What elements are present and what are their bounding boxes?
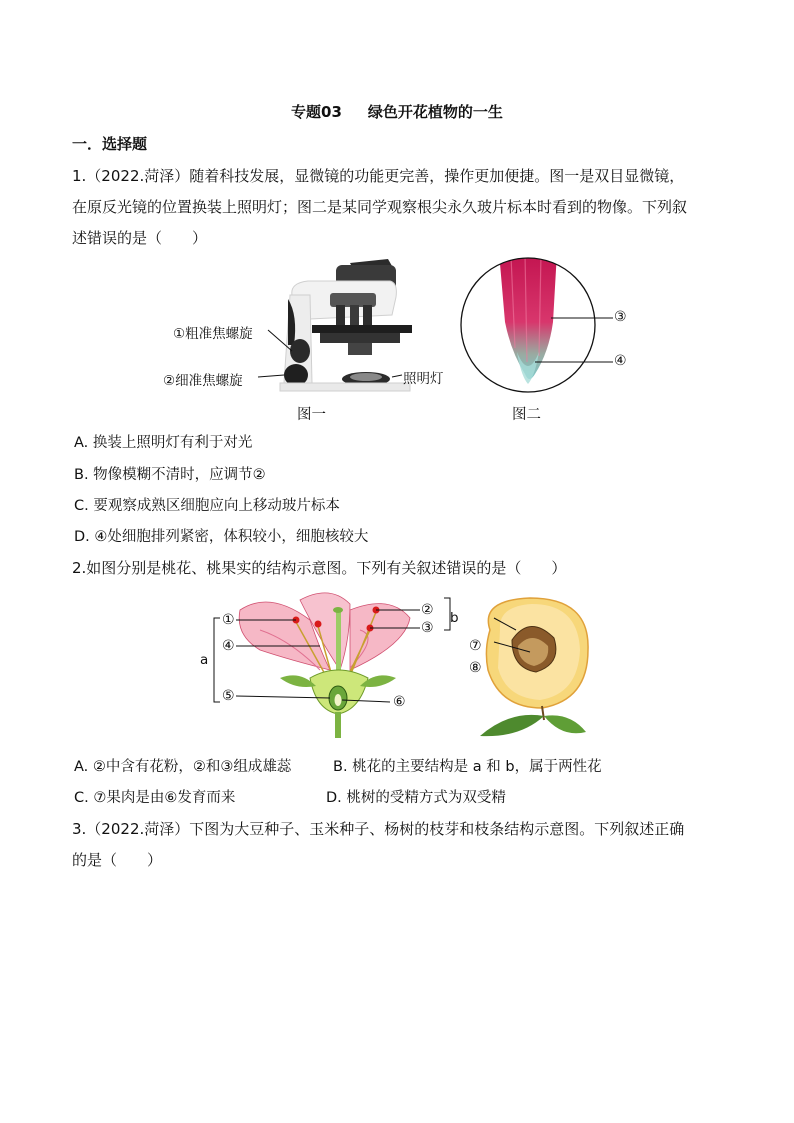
q1-line-2: 在原反光镜的位置换装上照明灯；图二是某同学观察根尖永久玻片标本时看到的物像。下列叙 (72, 198, 688, 216)
label-coarse-focus: ①粗准焦螺旋 (173, 326, 253, 342)
page-title (0, 101, 794, 122)
figure-1-caption: 图一 (297, 407, 326, 423)
marker-3: ③ (614, 309, 627, 325)
bracket-label-b: b (450, 610, 459, 626)
title-main: 绿色开花植物的一生 (367, 103, 503, 121)
q1-option-b[interactable]: B. 物像模糊不清时，应调节② (74, 467, 266, 483)
marker-7: ⑦ (469, 638, 482, 654)
marker-1: ① (222, 612, 235, 628)
label-fine-focus: ②细准焦螺旋 (163, 373, 243, 389)
marker-8: ⑧ (469, 660, 482, 676)
q1-line-1: 1.（2022.菏泽）随着科技发展，显微镜的功能更完善，操作更加便捷。图一是双目显微镜， (72, 167, 685, 185)
title-prefix: 专题03 (291, 103, 342, 121)
marker-2: ② (421, 602, 434, 618)
q2-option-a[interactable]: A. ②中含有花粉，②和③组成雄蕊 (74, 759, 292, 775)
label-illuminator: 照明灯 (403, 371, 444, 387)
bracket-label-a: a (200, 652, 209, 668)
q3-line-2: 的是（ ） (72, 851, 163, 869)
marker-4: ④ (614, 353, 627, 369)
q2-option-b[interactable]: B. 桃花的主要结构是 a 和 b，属于两性花 (333, 759, 602, 775)
figure-2-caption: 图二 (512, 407, 541, 423)
q2-option-d[interactable]: D. 桃树的受精方式为双受精 (326, 790, 506, 806)
root-tip-figure (455, 252, 645, 402)
q1-option-c[interactable]: C. 要观察成熟区细胞应向上移动玻片标本 (74, 498, 340, 514)
peach-fruit-figure (470, 590, 600, 740)
q2-stem: 2.如图分别是桃花、桃果实的结构示意图。下列有关叙述错误的是（ ） (72, 559, 567, 577)
marker-6: ⑥ (393, 694, 406, 710)
q2-option-c[interactable]: C. ⑦果肉是由⑥发育而来 (74, 790, 236, 806)
q1-option-a[interactable]: A. 换装上照明灯有利于对光 (74, 435, 253, 451)
marker-5: ⑤ (222, 688, 235, 704)
marker-3b: ③ (421, 620, 434, 636)
q1-option-d[interactable]: D. ④处细胞排列紧密，体积较小，细胞核较大 (74, 529, 369, 545)
marker-4b: ④ (222, 638, 235, 654)
q3-line-1: 3.（2022.菏泽）下图为大豆种子、玉米种子、杨树的枝芽和枝条结构示意图。下列叙述正确 (72, 820, 685, 838)
section-heading: 一．选择题 (72, 135, 148, 153)
q1-line-3: 述错误的是（ ） (72, 229, 208, 247)
